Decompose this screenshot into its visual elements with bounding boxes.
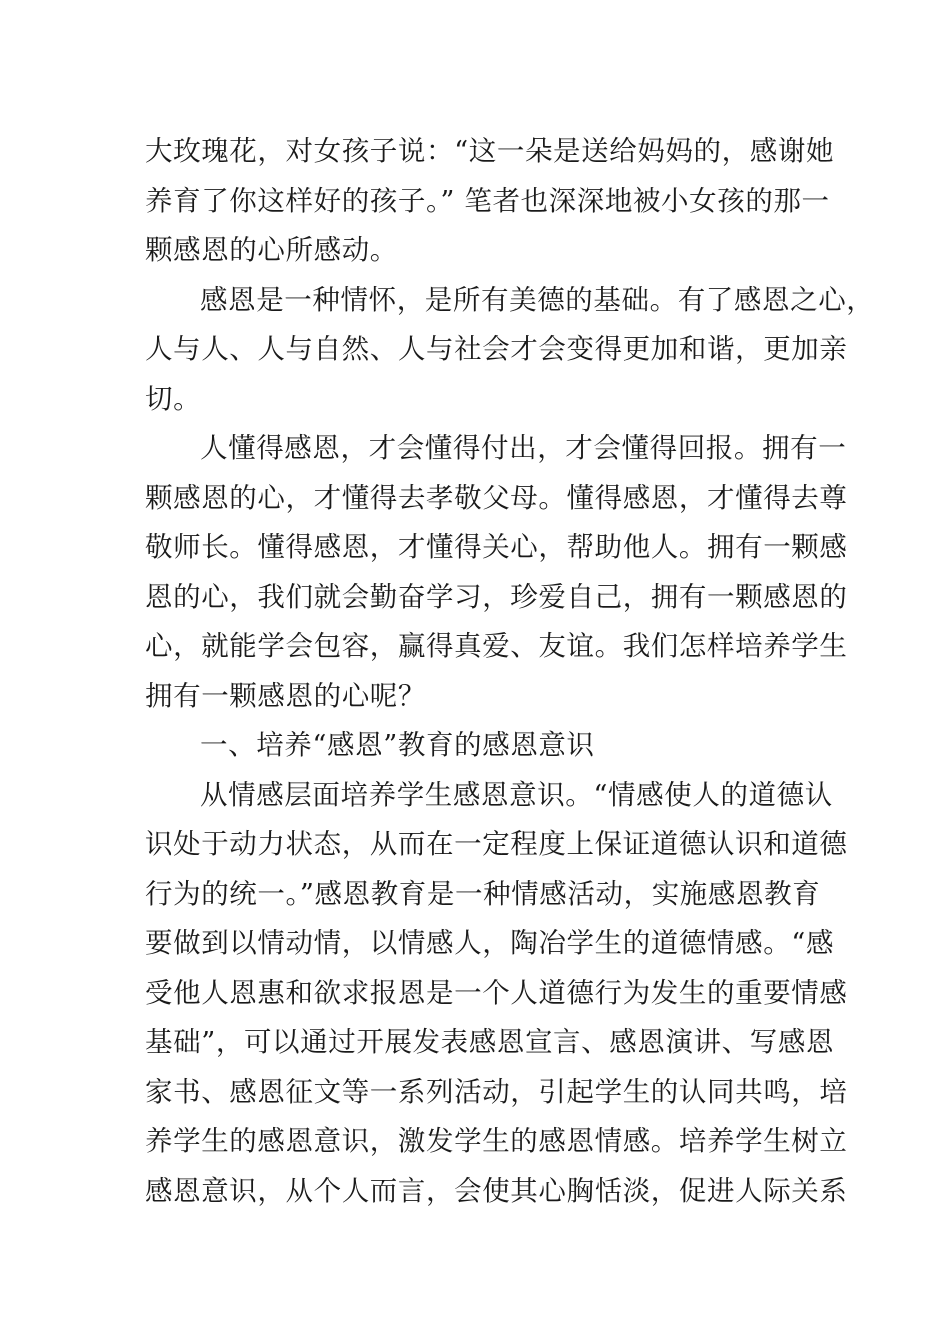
paragraph — [145, 276, 875, 425]
text-line: 拥有一颗感恩的心呢？ — [145, 679, 426, 712]
text-line: 心，就能学会包容，赢得真爱、友谊。我们怎样培养学生 — [145, 630, 848, 662]
paragraph — [145, 771, 848, 1217]
text-line: 恩的心，我们就会勤奋学习，珍爱自己，拥有一颗感恩的 — [145, 580, 848, 613]
text-line: 识处于动力状态，从而在一定程度上保证道德认识和道德 — [145, 828, 848, 860]
text-line: 从情感层面培养学生感恩意识。“情感使人的道德认 — [200, 778, 833, 811]
text-line: 大玫瑰花，对女孩子说：“这一朵是送给妈妈的，感谢她 — [145, 135, 835, 167]
text-line: 一、培养“感恩”教育的感恩意识 — [200, 729, 595, 761]
text-line: 受他人恩惠和欲求报恩是一个人道德行为发生的重要情感 — [145, 976, 848, 1009]
paragraph — [145, 424, 848, 721]
document-body — [145, 127, 875, 1216]
text-line: 要做到以情动情，以情感人，陶冶学生的道德情感。“感 — [145, 927, 835, 959]
text-line: 行为的统一。”感恩教育是一种情感活动，实施感恩教育 — [145, 877, 821, 910]
text-line: 家书、感恩征文等一系列活动，引起学生的认同共鸣，培 — [145, 1075, 848, 1108]
text-line: 颗感恩的心所感动。 — [145, 234, 398, 266]
text-line: 颗感恩的心，才懂得去孝敬父母。懂得感恩，才懂得去尊 — [145, 481, 848, 514]
text-line: 切。 — [145, 382, 202, 415]
text-line: 感恩意识，从个人而言，会使其心胸恬淡，促进人际关系 — [145, 1174, 848, 1207]
text-line: 敬师长。懂得感恩，才懂得关心，帮助他人。拥有一颗感 — [145, 531, 848, 563]
section-heading — [145, 721, 805, 771]
paragraph — [145, 127, 835, 276]
text-line: 人与人、人与自然、人与社会才会变得更加和谐，更加亲 — [145, 333, 848, 365]
text-line: 基础”，可以通过开展发表感恩宣言、感恩演讲、写感恩 — [145, 1026, 835, 1058]
text-line: 养育了你这样好的孩子。” 笔者也深深地被小女孩的那一 — [145, 184, 830, 217]
text-line: 人懂得感恩，才会懂得付出，才会懂得回报。拥有一 — [200, 432, 847, 464]
text-line: 感恩是一种情怀，是所有美德的基础。有了感恩之心， — [200, 283, 875, 316]
text-line: 养学生的感恩意识，激发学生的感恩情感。培养学生树立 — [145, 1125, 848, 1157]
